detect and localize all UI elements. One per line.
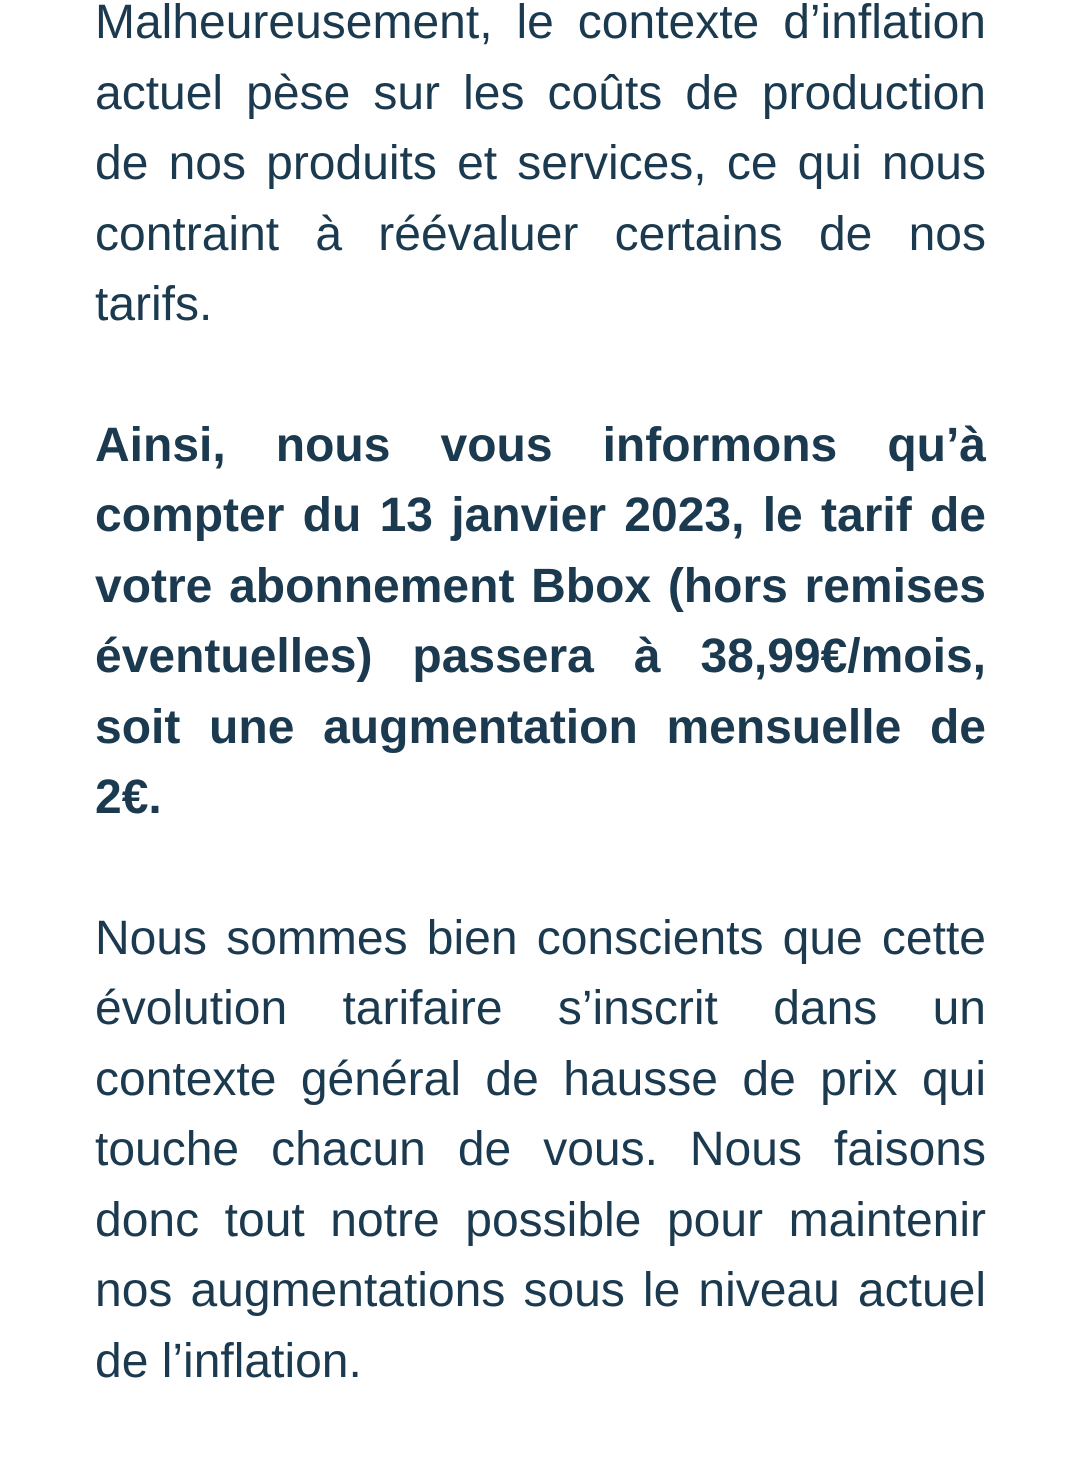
inflation-context-paragraph: Malheureusement, le contexte d’inflation actuel pèse sur les coûts de production de nos produits et services, ce qui nous contraint à réévaluer certains de nos tarifs.: [95, 0, 986, 331]
inflation-commitment-paragraph: Nous sommes bien conscients que cette évolution tarifaire s’inscrit dans un contexte général de hausse de prix qui touche chacun de vous. Nous faisons donc tout notre possible pour maintenir nos augmentations sous le niveau actuel de l’inflation.: [95, 911, 986, 1388]
price-increase-notice-paragraph: Ainsi, nous vous informons qu’à compter du 13 janvier 2023, le tarif de votre abonnement Bbox (hors remises éventuelles) passera à 38,99€/mois, soit une augmentation mensuelle de 2€.: [95, 418, 986, 824]
email-body: [95, 0, 986, 1397]
